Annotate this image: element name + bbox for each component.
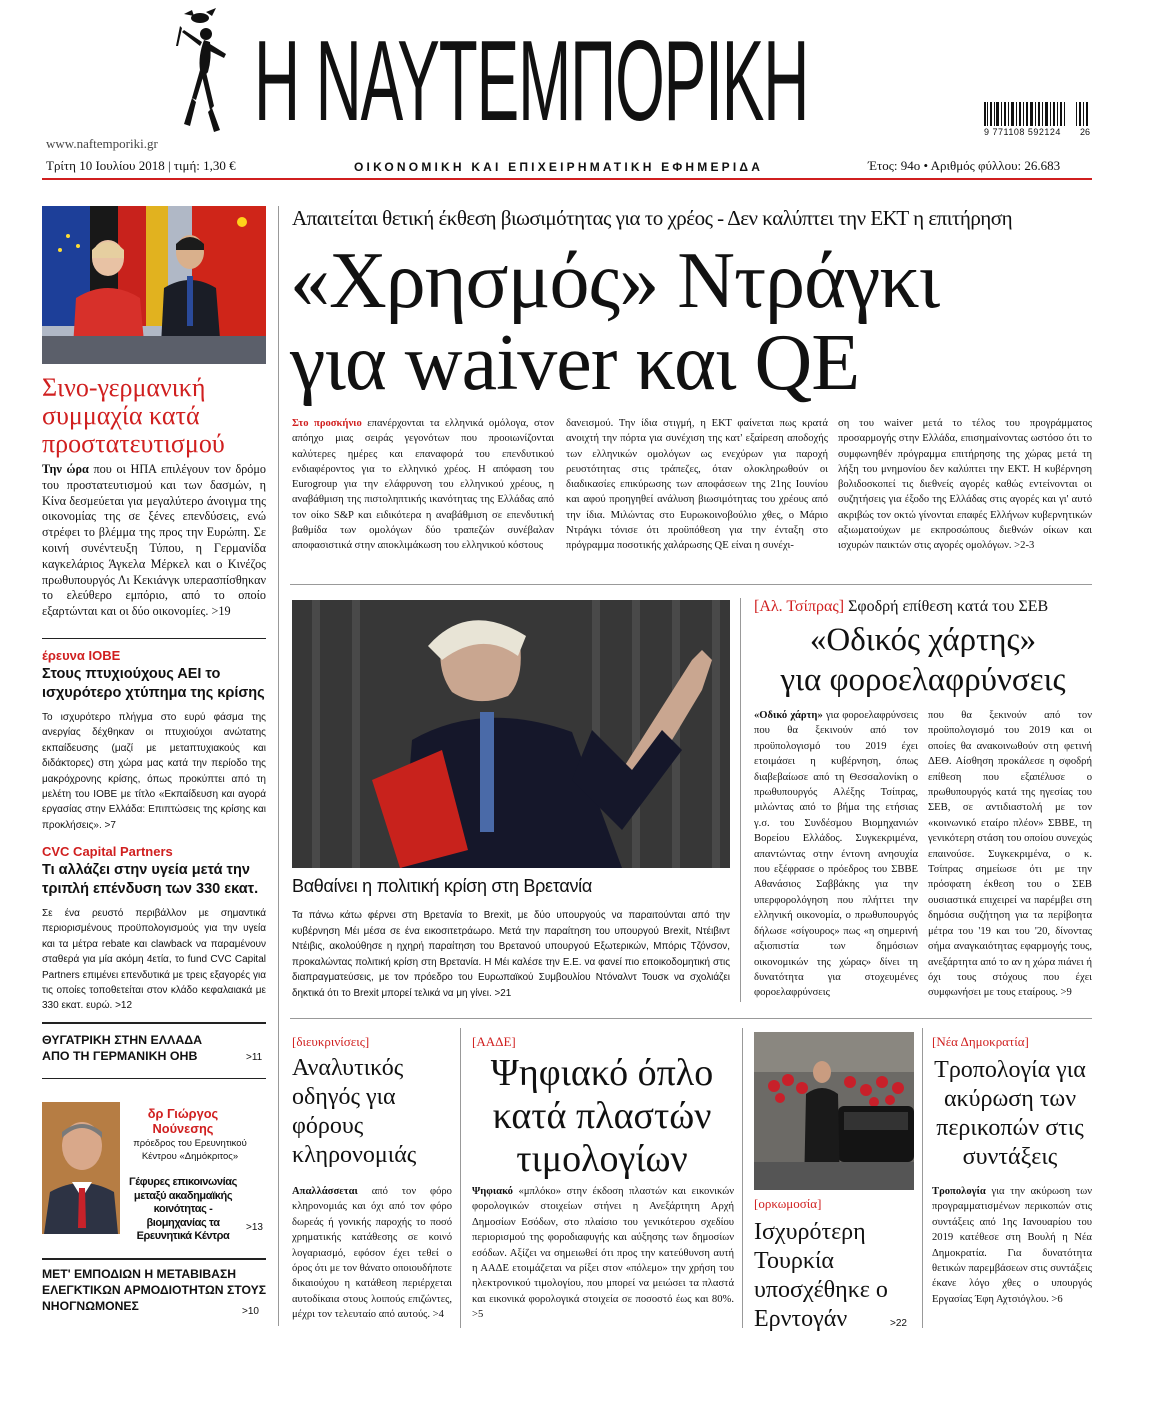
lead-headline-line1[interactable]: «Χρησμός» Ντράγκι: [290, 237, 940, 325]
hermes-logo: [170, 6, 242, 138]
nd-text: [932, 1184, 1092, 1307]
nounesis-ref: >13: [246, 1222, 263, 1233]
lead-col-2-text: δανεισμού. Την ίδια στιγμή, η ΕΚΤ φαίνεται πως κρατά ανοιχτή την πόρτα για συνέχιση της κατ' εξαίρεση αποδοχής των ελληνικών ομολόγων ως ενεχύρων για παροχή ρευστότητας στις τράπεζες, όταν ολοκληρωθούν οι διαδικασίες επικύρωσης των αποφάσεων της 21ης Ιουνίου και αφού προηγηθεί ανάλυση βιωσιμότητας του χρέους από την ίδια. Μιλώντας στο Ευρωκοινοβούλιο χθες, ο Μάριο Ντράγκι τόνισε ότι προϋπόθεση για την ένταξη στο πρόγραμμα ποσοτικής χαλάρωσης QE είναι η συνέχι-: [566, 418, 828, 552]
ohb-box-text[interactable]: ΘΥΓΑΤΡΙΚΗ ΣΤΗΝ ΕΛΛΑΔΑ ΑΠΟ ΤΗ ΓΕΡΜΑΝΙΚΗ ΟΗΒ: [42, 1033, 203, 1063]
mid-rule: [290, 1018, 1092, 1019]
iobe-kicker: έρευνα ΙΟΒΕ: [42, 648, 121, 663]
lead-kicker: Απαιτείται θετική έκθεση βιωσιμότητας για το χρέος - Δεν καλύπτει την ΕΚΤ η επιτήρηση: [292, 206, 1013, 230]
sino-german-body: που οι ΗΠΑ επιλέγουν τον δρόμο του προστατευτισμού και των δασμών, η Κίνα δεσμεύεται για μεγαλύτερο άνοιγμα της οικονομίας της σε ξένες επενδύσεις, ενώ στρέφει το βλέμμα της προς την Ευρώπη. Σε κοινή συνέντευξη Τύπου, η Γερμανίδα καγκελάριος Άγκελα Μέρκελ και ο Κινέζος πρωθυπουργός Λι Κεκιάνγκ υπερασπίσθηκαν το ελεύθερο εμπόριο, από το οποίο εξαρτώνται και οι δύο οικονομίες. >19: [42, 462, 266, 619]
inheritance-headline[interactable]: Αναλυτικός οδηγός για φόρους κληρονομιάς: [292, 1055, 417, 1168]
nounesis-quote[interactable]: Γέφυρες επικοινωνίας μεταξύ ακαδημαϊκής κοινότητας - βιομηχανίας τα Ερευνητικά Κέντρα: [129, 1176, 237, 1243]
nounesis-name: δρ Γιώργος Νούνεσης: [147, 1106, 219, 1136]
aade-text: [472, 1184, 734, 1323]
aade-body: «μπλόκο» στην έκδοση πλαστών και εικονικών φορολογικών στοιχείων στήνει η Ανεξάρτητη Αρχή Δημοσίων Εσόδων, στο πλαίσιο του γενικότερου σχεδίου περιορισμού της φοροδιαφυγής και αύξησης των δημοσίων εσόδων. Αξίζει να σημειωθεί ότι προς την κατεύθυνση αυτή η ΑΑΔΕ ετοιμάζεται να ρίξει στον «πόλεμο» την χρήση του ηλεκτρονικού τιμολογίου, που μπορεί να μειώσει τα πλαστά και εικονικά φορολογικά στοιχεία σε ποσοστό έως και 80%. >5: [472, 1186, 734, 1321]
cvc-headline[interactable]: Τι αλλάζει στην υγεία μετά την τριπλή επένδυση των 330 εκατ.: [42, 862, 259, 897]
sino-german-lead-word: Την ώρα: [42, 462, 89, 476]
lead-col-3-text: ση του waiver μετά το τέλος του προγράμματος προσαρμογής στην Ελλάδα, επισημαίνοντας ωστόσο ότι το συμφωνηθέν πρόγραμμα επιτήρησης της χώρας μετά τη λήξη του μνημονίου δεν καλύπτει την ΕΚΤ. Η κυβέρνηση βολιδοσκοπεί τις διεθνείς αγορές καθώς εντείνονται οι συζητήσεις για έξοδο της Ελλάδας στις αγορές και γι' αυτό ακριβώς τον οκτώ γίνονται επαφές Ελλήνων κυβερνητικών αξιωματούχων με εκπροσώπους διεθνών οίκων και ισχυρών παικτών στις αγορές ομολόγων. >2-3: [838, 418, 1092, 552]
tsipras-col-2: [928, 708, 1092, 1001]
left-rule-4: [42, 1258, 266, 1260]
left-rule-3: [42, 1078, 266, 1079]
lead-rule: [290, 584, 1092, 585]
tsipras-headline-1[interactable]: «Οδικός χάρτης»: [809, 622, 1037, 658]
turkey-ref: >22: [890, 1318, 907, 1329]
lead-lead-word: Στο προσκήνιο: [292, 418, 362, 429]
nounesis-photo: [42, 1102, 120, 1234]
tsipras-kicker-rest: Σφοδρή επίθεση κατά του ΣΕΒ: [848, 598, 1049, 615]
sino-german-headline[interactable]: Σινο-γερμανική συμμαχία κατά προστατευτισμού: [42, 373, 225, 458]
barcode-addon: 26: [1080, 127, 1091, 137]
sino-german-text: [42, 462, 266, 620]
turkey-headline[interactable]: Ισχυρότερη Τουρκία υποσχέθηκε ο Ερντογάν: [754, 1219, 888, 1332]
brexit-body: Τα πάνω κάτω φέρνει στη Βρετανία το Brexit, με δύο υπουργούς να παραιτούνται από την κυβέρνηση Μέι μέσα σε ένα εικοσιτετράωρο. Μετά την παραίτηση του υπουργού Brexit, Ντέιβιντ Ντέιβις, ακολούθησε η ηχηρή παραίτηση του Βρετανού υπουργού Εξωτερικών, Μπόρις Τζόνσον, προκαλώντας πολιτική κρίση στη Βρετανία. Η Μέι καλέσε την Ε.Ε. να φανεί πιο εποικοδομητική στις διαπραγματεύσεις, με τον πρόεδρο του Ευρωπαϊκού Συμβουλίου Ντόναλντ Τουσκ να σχολιάζει δηκτικά ότι το Brexit μπορεί τελικά να μη γίνει. >21: [292, 910, 730, 999]
turkey-kicker: [ορκωμοσία]: [754, 1196, 822, 1211]
barcode: [984, 102, 1092, 146]
aade-kicker: [ΑΑΔΕ]: [472, 1034, 516, 1049]
website[interactable]: www.naftemporiki.gr: [46, 136, 158, 151]
col-sep-b3: [922, 1028, 923, 1328]
cvc-kicker: CVC Capital Partners: [42, 844, 173, 859]
tsipras-col-2-text: που θα ξεκινούν από τον προϋπολογισμό του 2019 και οι οποίες θα ανακοινωθούν στη φετινή ΔΕΘ. Αίσθηση προκάλεσε η σφοδρή επίθεση που εξαπέλυσε ο πρωθυπουργός κατά της ηγεσίας του ΣΕΒ, σε αντιδιαστολή με τον «κοινωνικό εταίρο πλέον» ΣΒΒΕ, τη γενικότερη στάση του οποίου συνεχώς επαινούσε. Συγκεκριμένα, ο κ. Τσίπρας σημείωσε ότι με την πρόσφατη έκθεση του ο ΣΕΒ ουσιαστικά επιχειρεί να παρέμβει στη δημόσια συζήτηση για τα περίβοητα μέτρα του '19 και του '20, δίνοντας σήμα αναγκαιότητας εφαρμογής τους, ανεξάρτητα από το αν η χώρα πιάνει ή όχι τους στόχους που έχει συμφωνήσει με τους εταίρους. >9: [928, 710, 1092, 999]
johnson-photo: [292, 600, 730, 868]
col-sep-left: [278, 206, 279, 1326]
nounesis-role: πρόεδρος του Ερευνητικού Κέντρου «Δημόκριτος»: [133, 1138, 247, 1162]
date-price: Τρίτη 10 Ιουλίου 2018 | τιμή: 1,30 €: [46, 158, 236, 173]
col-sep-b2: [742, 1028, 743, 1328]
left-rule-1: [42, 638, 266, 639]
tsipras-col-1: [754, 708, 918, 1001]
inheritance-lead-word: Απαλλάσσεται: [292, 1186, 358, 1197]
erdogan-photo: [754, 1032, 914, 1190]
lead-col-2: [566, 416, 828, 554]
tsipras-kicker: [Αλ. Τσίπρας]: [754, 598, 845, 615]
lead-col-3: [838, 416, 1092, 554]
inheritance-text: [292, 1184, 452, 1323]
nd-headline[interactable]: Τροπολογία για ακύρωση των περικοπών στις συντάξεις: [934, 1057, 1086, 1170]
barcode-number: 9 771108 592124: [984, 127, 1061, 137]
nd-body: για την ακύρωση των προγραμματισμένων περικοπών στις συντάξεις από 1ης Ιανουαρίου του 2019 κατέθεσε στη Βουλή η Νέα Δημοκρατία. Για δυνατότητα θετικών παρεμβάσεων στις συντάξεις έκανε λόγο χθες ο υπουργός Εργασίας Έφη Αχτσιόγλου. >6: [932, 1186, 1092, 1305]
tsipras-kicker-line: [754, 598, 1094, 616]
tsipras-lead-word: «Οδικό χάρτη»: [754, 710, 823, 721]
inheritance-kicker: [διευκρινίσεις]: [292, 1034, 370, 1049]
issue-info: Έτος: 94ο • Αριθμός φύλλου: 26.683: [868, 158, 1061, 173]
ohb-box-ref: >11: [246, 1052, 263, 1063]
subtitle: ΟΙΚΟΝΟΜΙΚΗ ΚΑΙ ΕΠΙΧΕΙΡΗΜΑΤΙΚΗ ΕΦΗΜΕΡΙΔΑ: [354, 160, 764, 174]
class-societies-box-text[interactable]: ΜΕΤ' ΕΜΠΟΔΙΩΝ Η ΜΕΤΑΒΙΒΑΣΗ ΕΛΕΓΚΤΙΚΩΝ ΑΡΜΟΔΙΟΤΗΤΩΝ ΣΤΟΥΣ ΝΗΟΓΝΩΜΟΝΕΣ: [42, 1267, 267, 1313]
tsipras-headline-2[interactable]: για φοροελαφρύνσεις: [780, 662, 1066, 698]
aade-lead-word: Ψηφιακό: [472, 1186, 513, 1197]
merkel-li-photo: [42, 206, 266, 364]
lead-col-1-text: επανέρχονται τα ελληνικά ομόλογα, στον απόηχο μιας σειράς γεγονότων που προοιωνίζονται καλύτερες ημέρες και επαναφορά του επενδυτικού ενδιαφέροντος για το ελληνικό χρέος. Η απόφαση του Eurogroup για την ελάφρυνση του ελληνικού χρέους, η αναβάθμιση της πιστοληπτικής ικανότητας της Ελλάδας από τον οίκο S&P και ειδικότερα η αναβάθμιση σε επενδυτική βαθμίδα των ομολόγων δύο τραπεζών συνέβαλαν αποφασιστικά στην αποκλιμάκωση του ελληνικού κόστους: [292, 418, 554, 552]
newspaper-title: Η ΝΑΥΤΕΜΠΟΡΙΚΗ: [254, 18, 809, 145]
aade-headline[interactable]: Ψηφιακό όπλο κατά πλαστών τιμολογίων: [490, 1052, 714, 1180]
iobe-headline[interactable]: Στους πτυχιούχους ΑΕΙ το ισχυρότερο χτύπημα της κρίσης: [42, 666, 265, 701]
iobe-body: Το ισχυρότερο πλήγμα στο ευρύ φάσμα της ανεργίας δέχθηκαν οι πτυχιούχοι ανώτατης εκπαίδευσης (μαζί με μεταπτυχιακούς και διδάκτορες) στη χώρα μας κατά την περίοδο της μακρόχρονης κρίσης, όπως προκύπτει από τη μελέτη του ΙΟΒΕ με τίτλο «Εκπαίδευση και αγορά εργασίας στην Ελλάδα: Επιπτώσεις της κρίσης και προκλήσεις». >7: [42, 712, 266, 831]
nd-lead-word: Τροπολογία: [932, 1186, 986, 1197]
masthead-rule: [42, 178, 1092, 180]
brexit-caption[interactable]: Βαθαίνει η πολιτική κρίση στη Βρετανία: [292, 876, 592, 896]
col-sep-brexit: [740, 598, 741, 1002]
lead-headline-line2[interactable]: για waiver και QE: [290, 319, 860, 407]
tsipras-col-1-text: για φοροελαφρύνσεις που θα ξεκινούν από τον προϋπολογισμό του 2019 έχει ετοιμάσει η κυβέρνηση, όπως διαβεβαίωσε από τη Θεσσαλονίκη ο πρωθυπουργός Αλέξης Τσίπρας, μιλώντας από το βήμα της ετήσιας γ.σ. του Συνδέσμου Βιομηχανιών Βορείου Ελλάδος. Συγκεκριμένα, απαντώντας στην έντονη ανησυχία που εξέφρασε ο πρόεδρος του ΣΒΒΕ Αθανάσιος Σαββάκης για την υπερφορολόγηση που πλήττει την ελληνική οικονομία, ο πρωθυπουργός δήλωσε «σίγουρος» πως «η σημερινή αξιοπιστία των δημόσιων οικονομικών της χώρας» δίνει τη δυνατότητα για στοχευμένες φοροελαφρύνσεις: [754, 710, 918, 999]
cvc-body: Σε ένα ρευστό περιβάλλον με σημαντικά περιορισμένους προϋπολογισμούς για την υγεία και τα μέτρα rebate και clawback να παραμένουν σταθερά για μία ακόμη 4ετία, το fund CVC Capital Partners επιμένει επενδυτικά με τρεις εξαγορές για τις οποίες τοποθετείται στον κλάδο κεφαλαιακά με 330 εκατ. ευρώ. >12: [42, 908, 266, 1012]
class-societies-ref: >10: [242, 1306, 259, 1317]
inheritance-body: από τον φόρο κληρονομιάς και όχι από τον φόρο δωρεάς ή γονικής παροχής το ποσό χρηματικής κατάθεσης σε κοινό λογαριασμό, εφόσον έχει τεθεί ο όρος ότι με τον θάνατο οποιουδήποτε δικαιούχου η κατάθεση περιέρχεται αυτοδίκαια στους λοιπούς επιζώντες, μέχρι τον τελευταίο από αυτούς. >4: [292, 1186, 452, 1321]
col-sep-b1: [460, 1028, 461, 1328]
left-rule-2: [42, 1022, 266, 1024]
nd-kicker: [Νέα Δημοκρατία]: [932, 1034, 1029, 1049]
lead-col-1: [292, 416, 554, 554]
